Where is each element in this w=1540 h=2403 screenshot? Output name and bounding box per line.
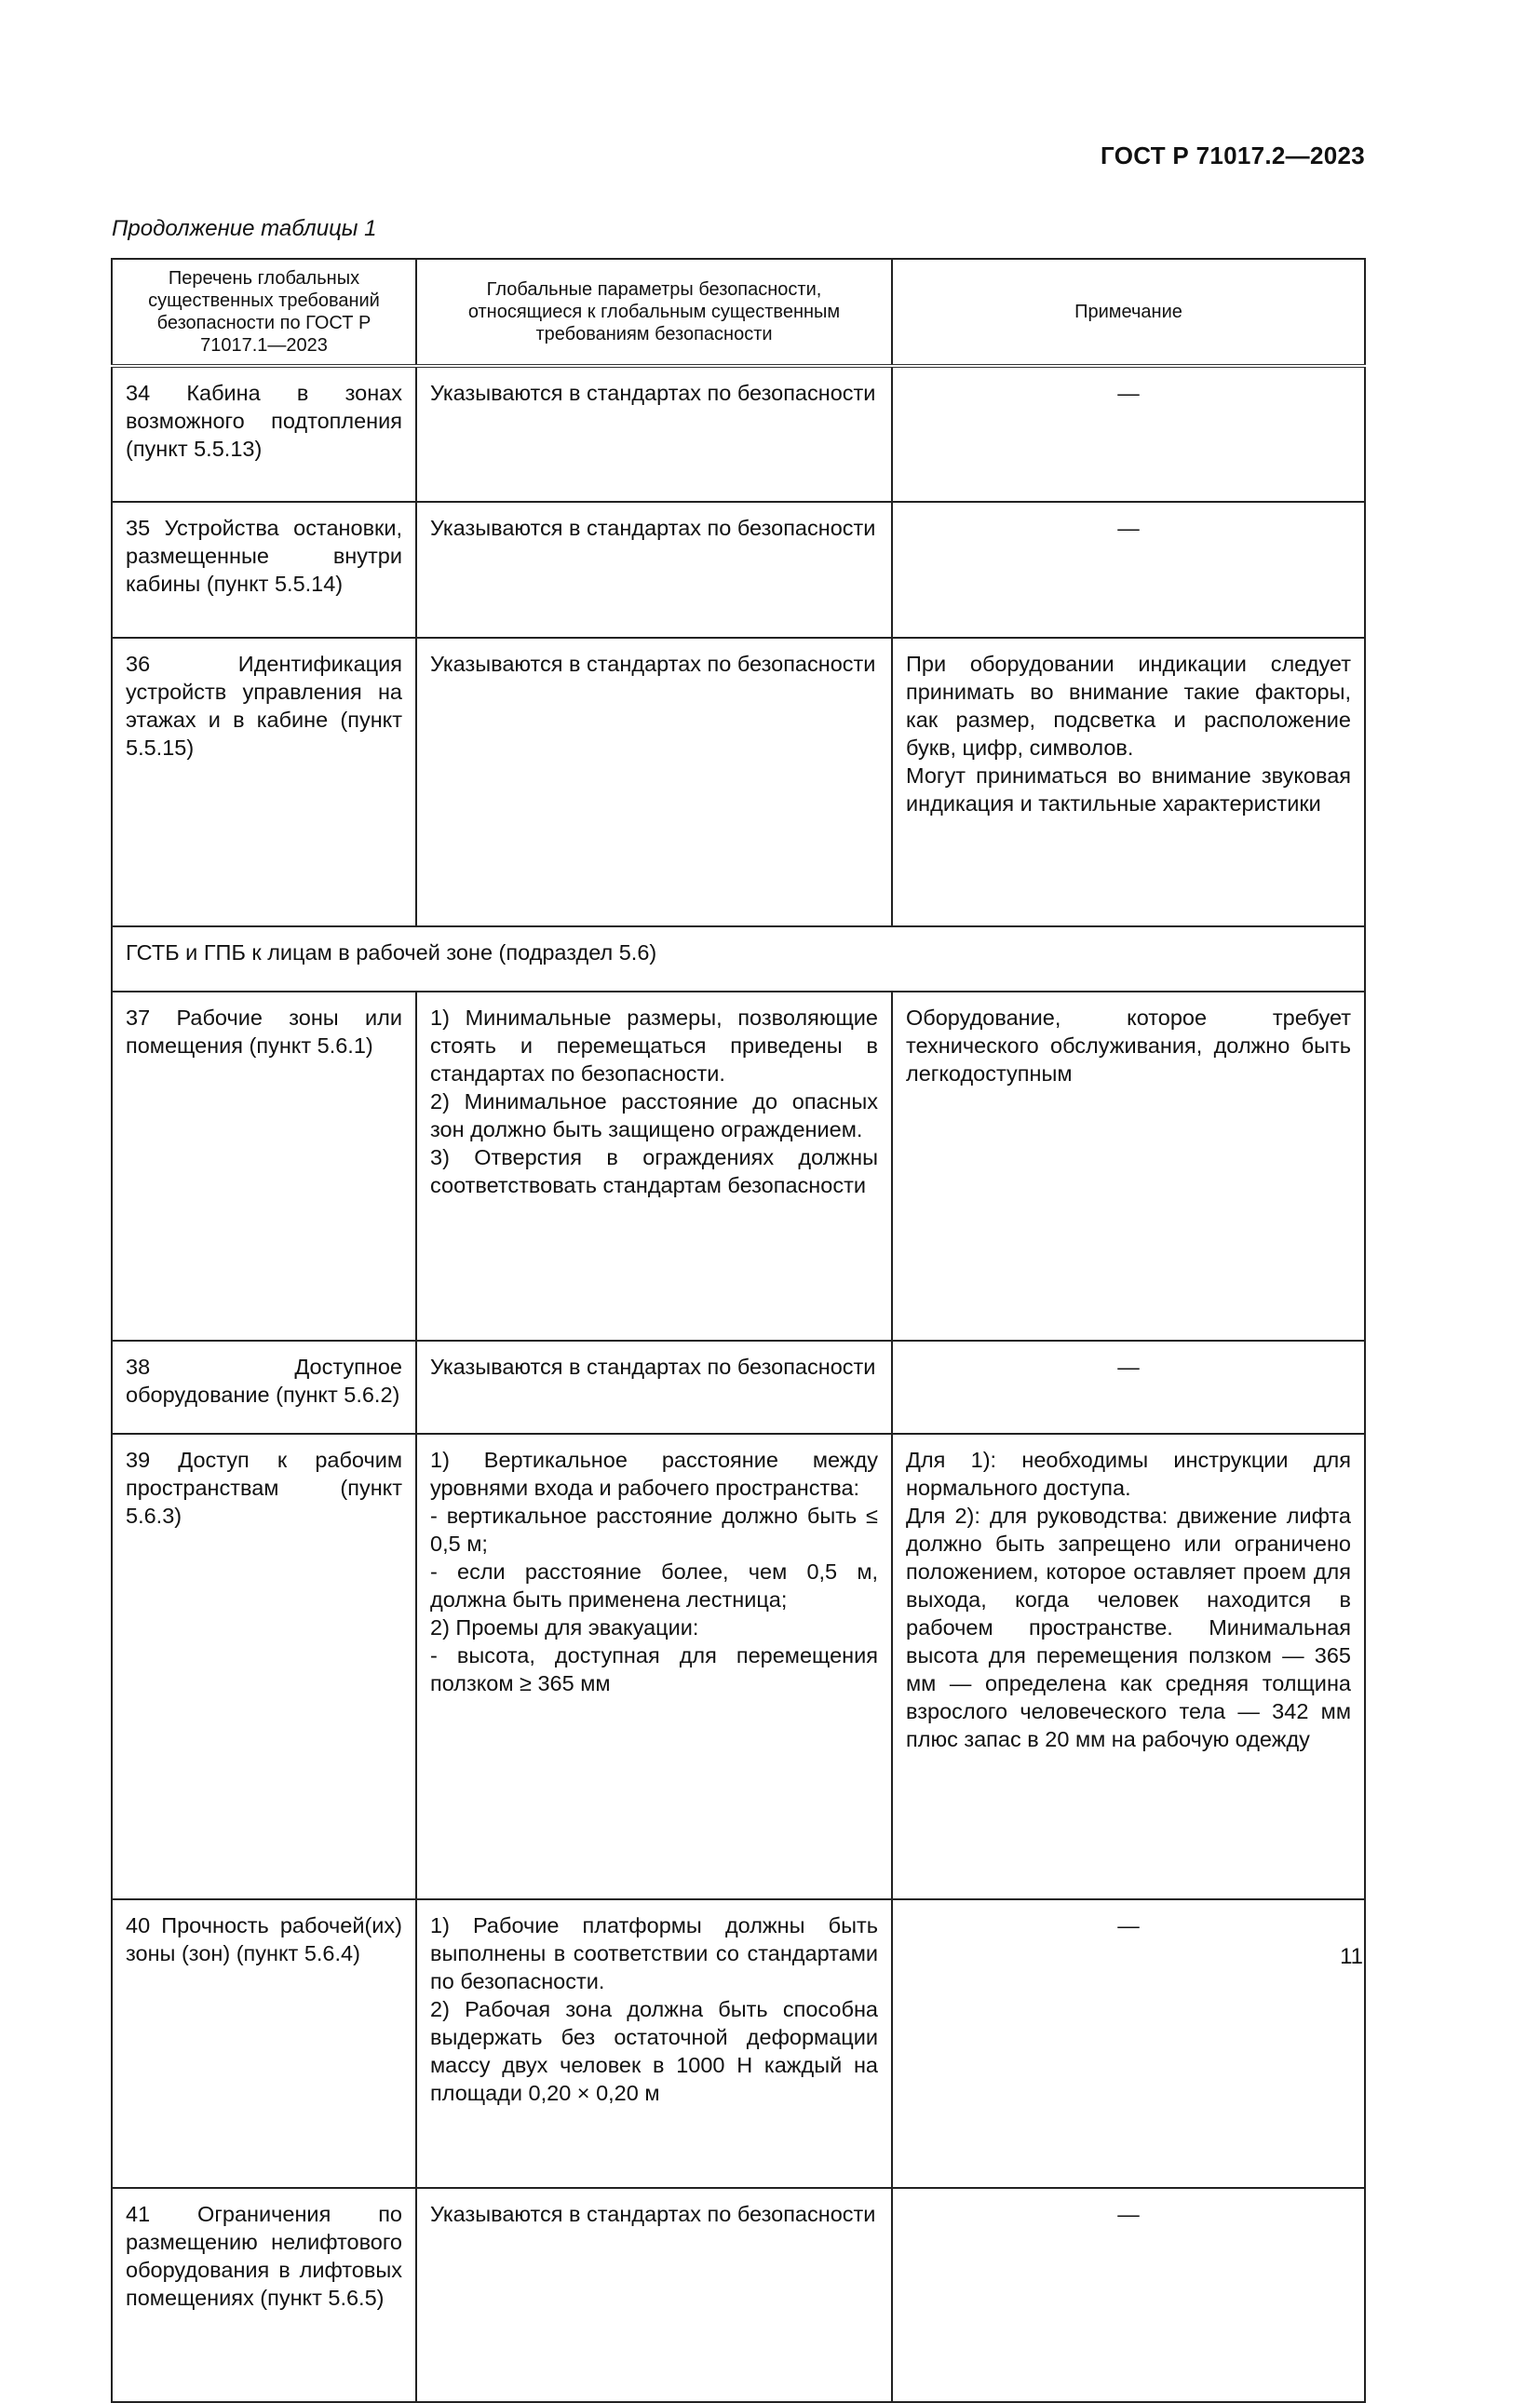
parameter-line: 1) Вертикальное расстояние между уровнями входа и рабочего пространства: [430,1448,878,1500]
dash-mark: — [1117,1913,1140,1937]
table-row [112,366,1365,502]
note-cell [892,1434,1365,1899]
parameter-line: 3) Отверстия в ограждениях должны соответствовать стандартам безопасности [430,1145,878,1197]
parameter-line: - высота, доступная для перемещения ползком ≥ 365 мм [430,1643,878,1695]
section-row [112,926,1365,992]
note-cell [892,1899,1365,2188]
requirement-cell: 39 Доступ к рабочим пространствам (пункт 5.6.3) [112,1434,416,1899]
parameter-line: 2) Рабочая зона должна быть способна выдержать без остаточной деформации массу двух человек в 1000 Н каждый на площади 0,20 × 0,20 м [430,1997,878,2105]
requirement-cell: 40 Прочность рабочей(их) зоны (зон) (пункт 5.6.4) [112,1899,416,2188]
column-header-parameters: Глобальные параметры безопасности, относящиеся к глобальным существенным требованиям безопасности [416,259,892,366]
parameters-cell [416,1899,892,2188]
table-caption: Продолжение таблицы 1 [112,216,377,241]
requirements-table [111,258,1366,2403]
parameter-line: 2) Проемы для эвакуации: [430,1615,699,1640]
parameter-line: Указываются в стандартах по безопасности [430,516,876,540]
note-line: Для 1): необходимы инструкции для нормального доступа. [906,1448,1351,1500]
table-row [112,1899,1365,2188]
dash-mark: — [1117,2202,1140,2226]
dash-mark: — [1117,381,1140,405]
table-row [112,1341,1365,1434]
parameters-cell [416,2188,892,2402]
parameter-line: Указываются в стандартах по безопасности [430,1355,876,1379]
note-cell [892,1341,1365,1434]
dash-mark: — [1117,1355,1140,1379]
table-row [112,992,1365,1341]
requirement-cell: 35 Устройства остановки, размещенные внутри кабины (пункт 5.5.14) [112,502,416,638]
note-cell [892,2188,1365,2402]
note-cell [892,638,1365,926]
table-row [112,502,1365,638]
table-row [112,2188,1365,2402]
parameter-line: 1) Минимальные размеры, позволяющие стоять и перемещаться приведены в стандартах по безопасности. [430,1006,878,1086]
column-header-note: Примечание [892,259,1365,366]
requirement-cell: 41 Ограничения по размещению нелифтового оборудования в лифтовых помещениях (пункт 5.6.5) [112,2188,416,2402]
table-row [112,1434,1365,1899]
parameter-line: Указываются в стандартах по безопасности [430,652,876,676]
parameters-cell [416,1434,892,1899]
parameters-cell [416,502,892,638]
note-line: Для 2): для руководства: движение лифта должно быть запрещено или ограничено положением, которое оставляет проем для выхода, когда человек находится в рабочем пространстве. Минимальная высота для перемещения ползком — 365 мм — определена как средняя толщина взрослого человеческого тела — 342 мм плюс запас в 20 мм на рабочую одежду [906,1504,1351,1751]
parameters-cell [416,366,892,502]
requirement-cell: 38 Доступное оборудование (пункт 5.6.2) [112,1341,416,1434]
note-line: При оборудовании индикации следует принимать во внимание такие факторы, как размер, подсветка и расположение букв, цифр, символов. [906,652,1351,760]
document-code: ГОСТ Р 71017.2—2023 [1101,142,1365,169]
parameters-cell [416,638,892,926]
note-cell [892,366,1365,502]
table-row [112,638,1365,926]
page-number: 11 [1340,1944,1363,1969]
requirement-cell: 34 Кабина в зонах возможного подтопления (пункт 5.5.13) [112,366,416,502]
parameter-line: Указываются в стандартах по безопасности [430,381,876,405]
parameters-cell [416,1341,892,1434]
parameters-cell [416,992,892,1341]
requirement-cell: 36 Идентификация устройств управления на этажах и в кабине (пункт 5.5.15) [112,638,416,926]
note-cell [892,992,1365,1341]
requirement-cell: 37 Рабочие зоны или помещения (пункт 5.6.1) [112,992,416,1341]
section-title: ГСТБ и ГПБ к лицам в рабочей зоне (подраздел 5.6) [112,926,1365,992]
dash-mark: — [1117,516,1140,540]
note-line: Могут приниматься во внимание звуковая индикация и тактильные характеристики [906,763,1351,816]
parameter-line: 1) Рабочие платформы должны быть выполнены в соответствии со стандартами по безопасности. [430,1913,878,1993]
table-header-row [112,259,1365,366]
parameter-line: 2) Минимальное расстояние до опасных зон должно быть защищено ограждением. [430,1089,878,1141]
column-header-requirements: Перечень глобальных существенных требований безопасности по ГОСТ Р 71017.1—2023 [112,259,416,366]
parameter-line: Указываются в стандартах по безопасности [430,2202,876,2226]
note-cell [892,502,1365,638]
parameter-line: - если расстояние более, чем 0,5 м, должна быть применена лестница; [430,1559,878,1612]
parameter-line: - вертикальное расстояние должно быть ≤ 0,5 м; [430,1504,878,1556]
note-line: Оборудование, которое требует технического обслуживания, должно быть легкодоступным [906,1006,1351,1086]
